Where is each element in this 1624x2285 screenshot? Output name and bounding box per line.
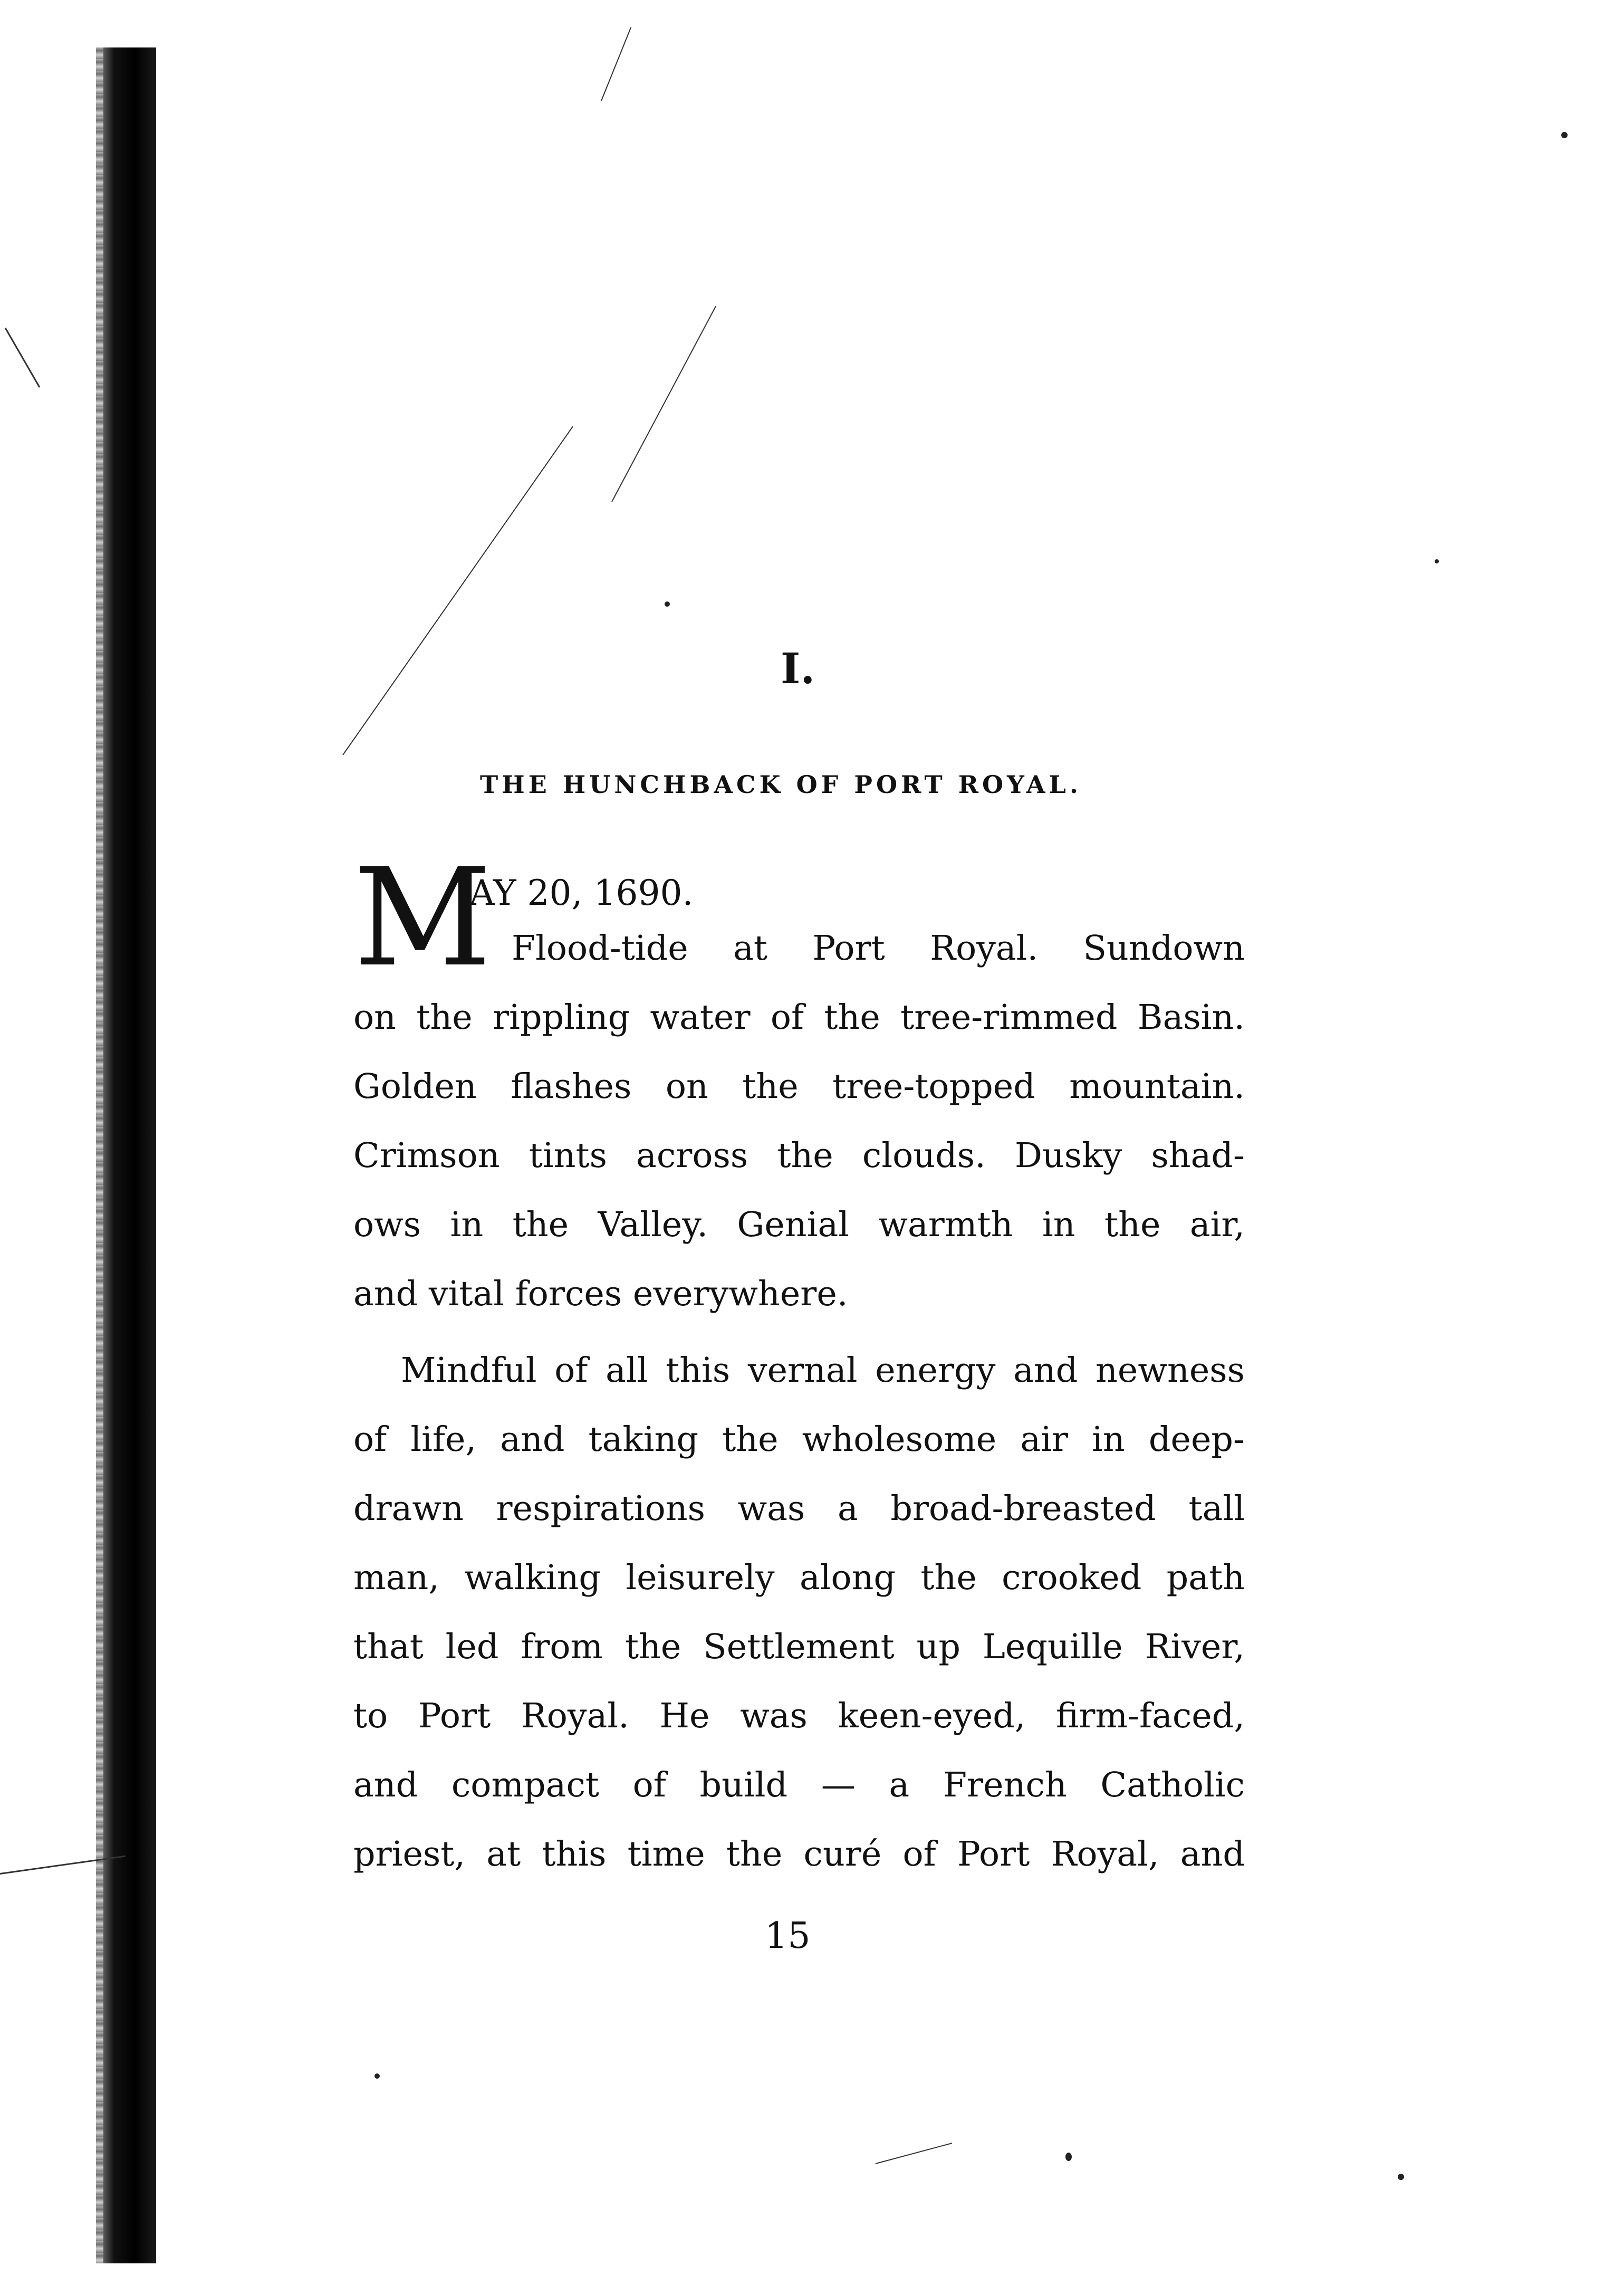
scan-mark xyxy=(876,2143,952,2164)
drop-cap: M xyxy=(353,839,492,997)
text-line: that led from the Settlement up Lequille River, xyxy=(353,1627,1245,1667)
page-binding xyxy=(103,47,156,2263)
text-line: on the rippling water of the tree-rimmed Basin. xyxy=(353,998,1245,1037)
text-line: to Port Royal. He was keen-eyed, firm-faced, xyxy=(353,1696,1245,1736)
scan-speck xyxy=(1435,559,1439,563)
text-line: priest, at this time the curé of Port Royal, and xyxy=(353,1834,1245,1874)
scan-speck xyxy=(1398,2174,1404,2180)
text-line: and vital forces everywhere. xyxy=(353,1274,848,1314)
scan-speck xyxy=(1561,132,1568,138)
scan-speck xyxy=(374,2073,380,2079)
scan-speck xyxy=(665,601,670,607)
text-line: ows in the Valley. Genial warmth in the air, xyxy=(353,1205,1245,1245)
text-line: Mindful of all this vernal energy and newness xyxy=(401,1351,1245,1390)
date-heading xyxy=(353,839,1245,997)
scan-mark xyxy=(5,328,41,388)
text-line: Flood-tide at Port Royal. Sundown xyxy=(512,929,1245,968)
text-line: and compact of build — a French Catholic xyxy=(353,1765,1245,1805)
paragraph-gap xyxy=(353,1328,1245,1336)
scan-speck xyxy=(1065,2153,1072,2161)
text-line: of life, and taking the wholesome air in deep- xyxy=(353,1420,1245,1459)
body-text xyxy=(353,839,1245,1889)
text-line: Golden flashes on the tree-topped mountain. xyxy=(353,1067,1245,1106)
date-text: AY 20, 1690. xyxy=(469,873,694,913)
chapter-title: THE HUNCHBACK OF PORT ROYAL. xyxy=(480,770,1082,799)
chapter-number: I. xyxy=(781,644,815,693)
text-line: Crimson tints across the clouds. Dusky shad- xyxy=(353,1136,1245,1175)
text-line: drawn respirations was a broad-breasted tall xyxy=(353,1489,1245,1528)
scan-mark xyxy=(342,426,573,756)
scan-mark xyxy=(601,27,631,101)
paragraph-2 xyxy=(353,1336,1245,1889)
page-number: 15 xyxy=(765,1915,811,1957)
scan-mark xyxy=(611,306,716,502)
text-line: man, walking leisurely along the crooked path xyxy=(353,1558,1245,1598)
